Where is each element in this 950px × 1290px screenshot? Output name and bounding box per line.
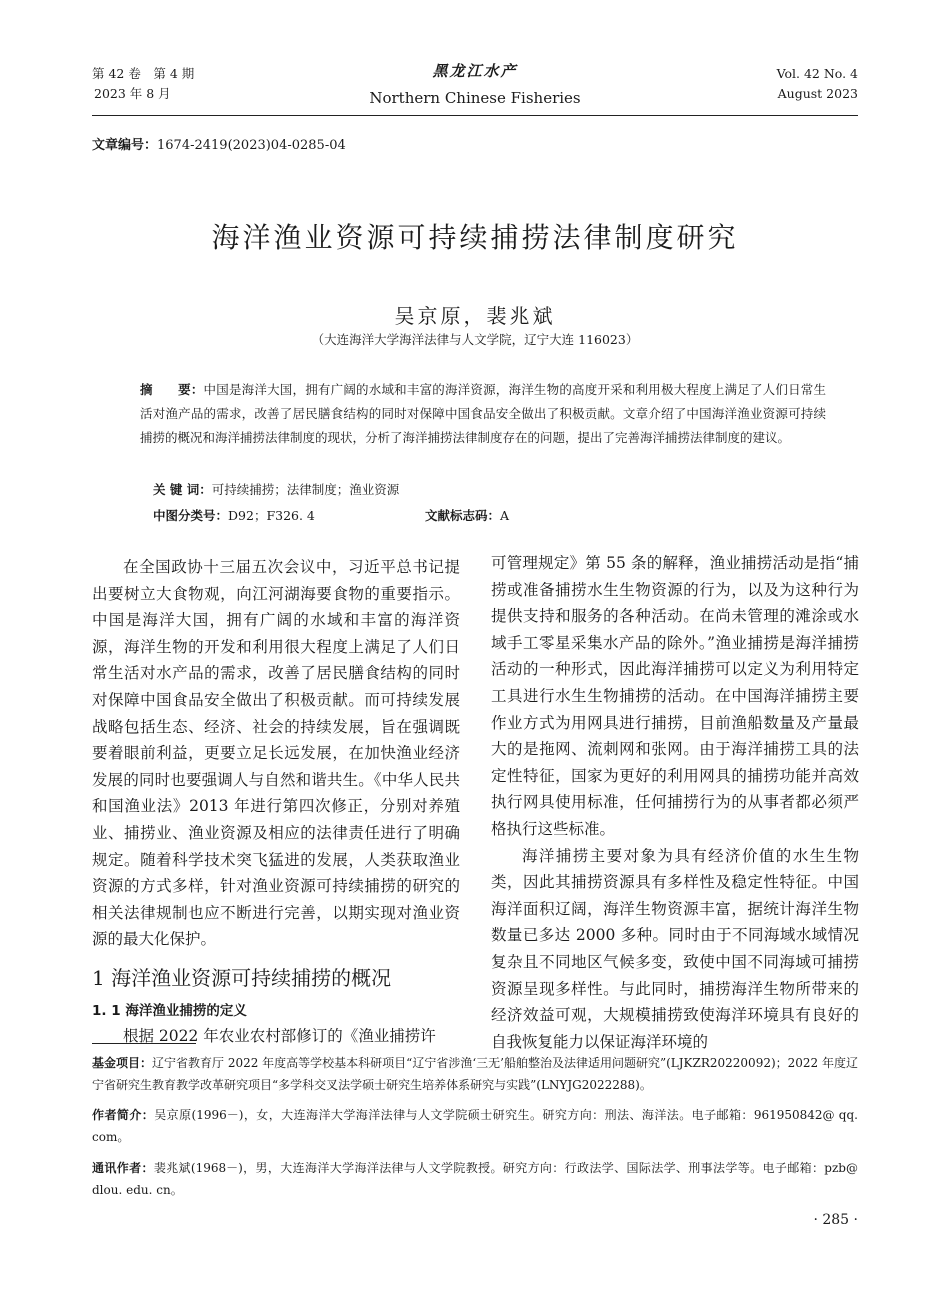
volume-issue-en: Vol. 42 No. 4 (776, 66, 858, 81)
keywords-text: 可持续捕捞；法律制度；渔业资源 (211, 482, 400, 497)
keywords (153, 480, 399, 498)
document-code-text: A (500, 508, 510, 523)
footnote-corresponding (92, 1157, 858, 1201)
header-rule (92, 115, 858, 116)
footnote-corresponding-label: 通讯作者： (92, 1161, 154, 1175)
document-code-label: 文献标志码： (425, 508, 501, 523)
article-number (92, 134, 346, 153)
publication-date: 2023 年 8 月 (94, 86, 171, 101)
affiliation: （大连海洋大学海洋法律与人文学院，辽宁大连 116023） (311, 332, 639, 347)
footnote-author-label: 作者简介： (92, 1108, 155, 1122)
footnote-author-text: 吴京原(1996－)，女，大连海洋大学海洋法律与人文学院硕士研究生。研究方向：刑法、海洋法。电子邮箱：961950842@ qq. com。 (92, 1108, 858, 1144)
publication-date-en: August 2023 (777, 86, 858, 101)
subsection-heading: 1. 1 海洋渔业捕捞的定义 (92, 1002, 247, 1019)
paragraph: 可管理规定》第 55 条的解释，渔业捕捞活动是指“捕捞或准备捕捞水生生物资源的行为，以及为这种行为提供支持和服务的各种活动。在尚未管理的滩涂或水域手工零星采集水产品的除外。”渔业捕捞是海洋捕捞活动的一种形式，因此海洋捕捞可以定义为利用特定工具进行水生生物捕捞的活动。在中国海洋捕捞主要作业方式为用网具进行捕捞，目前渔船数量及产量最大的是拖网、流刺网和张网。由于海洋捕捞工具的法定性特征，国家为更好的利用网具的捕捞功能并高效执行网具使用标准，任何捕捞行为的从事者都必须严格执行这些标准。 (491, 554, 859, 838)
footnote-corresponding-text: 裴兆斌(1968－)，男，大连海洋大学海洋法律与人文学院教授。研究方向：行政法学、国际法学、刑事法学等。电子邮箱：pzb@ dlou. edu. cn。 (92, 1161, 858, 1197)
classification (153, 506, 315, 524)
abstract (140, 378, 826, 450)
paragraph: 海洋捕捞主要对象为具有经济价值的水生生物类，因此其捕捞资源具有多样性及稳定性特征。中国海洋面积辽阔，海洋生物资源丰富，据统计海洋生物数量已多达 2000 多种。同时由于不同海域水域情况复杂且不同地区气候多变，致使中国不同海域可捕捞资源呈现多样性。与此同时，捕捞海洋生物所带来的经济效益可观，大规模捕捞致使海洋环境具有良好的自我恢复能力以保证海洋环境的 (491, 846, 859, 1051)
body-column-left (92, 554, 460, 1050)
volume-issue: 第 42 卷 第 4 期 (92, 66, 195, 81)
document-code (425, 506, 509, 524)
paper-title: 海洋渔业资源可持续捕捞法律制度研究 (211, 221, 739, 254)
classification-text: D92；F326. 4 (228, 508, 315, 523)
footnote-fund-text: 辽宁省教育厅 2022 年度高等学校基本科研项目“辽宁省涉渔‘三无’船舶整治及法律适用问题研究”(LJKZR20220092)；2022 年度辽宁省研究生教育教学改革研究项目“多学科交叉法学硕士研究生培养体系研究与实践”(LNYJG2022288)。 (92, 1056, 858, 1092)
footnote-fund (92, 1052, 858, 1096)
footnote-fund-label: 基金项目： (92, 1056, 153, 1070)
abstract-label: 摘 要： (140, 382, 204, 397)
article-number-label: 文章编号： (92, 138, 158, 153)
paragraph: 在全国政协十三届五次会议中，习近平总书记提出要树立大食物观，向江河湖海要食物的重要指示。中国是海洋大国，拥有广阔的水域和丰富的海洋资源，海洋生物的开发和利用很大程度上满足了人们日常生活对水产品的需求，改善了居民膳食结构的同时对保障中国食品安全做出了积极贡献。而可持续发展战略包括生态、经济、社会的持续发展，旨在强调既要着眼前利益，更要立足长远发展，在加快渔业经济发展的同时也要强调人与自然和谐共生。《中华人民共和国渔业法》2013 年进行第四次修正，分别对养殖业、捕捞业、渔业资源及相应的法律责任进行了明确规定。随着科学技术突飞猛进的发展，人类获取渔业资源的方式多样，针对渔业资源可持续捕捞的研究的相关法律规制也应不断进行完善，以期实现对渔业资源的最大化保护。 (92, 558, 460, 949)
body-column-right (491, 550, 859, 1055)
page-number: · 285 · (813, 1212, 858, 1228)
journal-name-en: Northern Chinese Fisheries (369, 89, 581, 107)
footnote-author (92, 1104, 858, 1148)
journal-name-cn: 黑龙江水产 (432, 62, 518, 80)
footnote-rule (92, 1043, 196, 1044)
keywords-label: 关 键 词： (153, 482, 212, 497)
section-heading: 1 海洋渔业资源可持续捕捞的概况 (92, 965, 392, 990)
header-volume-info-en (777, 64, 858, 104)
paragraph: 根据 2022 年农业农村部修订的《渔业捕捞许 (123, 1026, 436, 1045)
classification-label: 中图分类号： (153, 508, 229, 523)
article-number-value: 1674-2419(2023)04-0285-04 (157, 138, 346, 153)
abstract-text: 中国是海洋大国，拥有广阔的水域和丰富的海洋资源，海洋生物的高度开采和利用极大程度上满足了人们日常生活对渔产品的需求，改善了居民膳食结构的同时对保障中国食品安全做出了积极贡献。文章介绍了中国海洋渔业资源可持续捕捞的概况和海洋捕捞法律制度的现状，分析了海洋捕捞法律制度存在的问题，提出了完善海洋捕捞法律制度的建议。 (140, 382, 826, 445)
authors: 吴京原，裴兆斌 (394, 304, 556, 328)
